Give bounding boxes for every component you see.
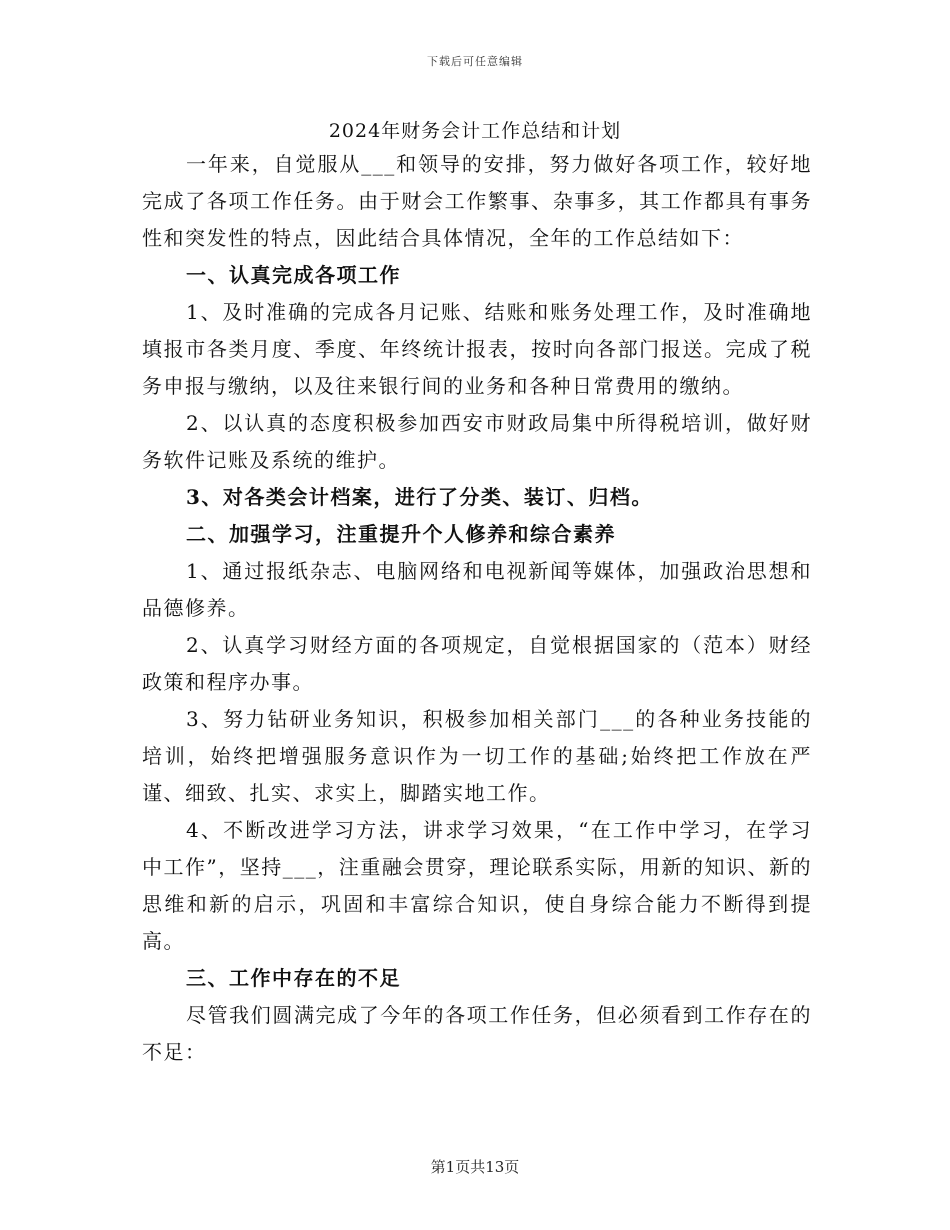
paragraph-item-bold: 3、对各类会计档案，进行了分类、装订、归档。 xyxy=(186,485,653,509)
section-heading-3: 三、工作中存在的不足 xyxy=(186,966,401,990)
page-footer: 第1页共13页 xyxy=(430,1158,520,1176)
paragraph-item: 2、认真学习财经方面的各项规定，自觉根据国家的（范本）财经政策和程序办事。 xyxy=(142,633,812,694)
paragraph-item: 尽管我们圆满完成了今年的各项工作任务，但必须看到工作存在的不足： xyxy=(142,1003,812,1064)
header-note: 下载后可任意编辑 xyxy=(427,55,523,68)
document-body xyxy=(142,146,812,1071)
paragraph-item: 1、及时准确的完成各月记账、结账和账务处理工作，及时准确地填报市各类月度、季度、年终统计报表，按时向各部门报送。完成了税务申报与缴纳，以及往来银行间的业务和各种日常费用的缴纳。 xyxy=(142,300,812,398)
paragraph-item: 1、通过报纸杂志、电脑网络和电视新闻等媒体，加强政治思想和品德修养。 xyxy=(142,559,812,620)
paragraph-item: 3、努力钻研业务知识，积极参加相关部门___的各种业务技能的培训，始终把增强服务意识作为一切工作的基础;始终把工作放在严谨、细致、扎实、求实上，脚踏实地工作。 xyxy=(142,707,812,805)
section-heading-1: 一、认真完成各项工作 xyxy=(186,263,401,287)
section-heading-2: 二、加强学习，注重提升个人修养和综合素养 xyxy=(186,522,616,546)
paragraph-item: 4、不断改进学习方法，讲求学习效果，“在工作中学习，在学习中工作”，坚持___，注重融会贯穿，理论联系实际，用新的知识、新的思维和新的启示，巩固和丰富综合知识，使自身综合能力不断得到提高。 xyxy=(142,818,812,953)
paragraph-item: 2、以认真的态度积极参加西安市财政局集中所得税培训，做好财务软件记账及系统的维护。 xyxy=(142,411,812,472)
document-title: 2024年财务会计工作总结和计划 xyxy=(328,120,622,142)
paragraph-intro: 一年来，自觉服从___和领导的安排，努力做好各项工作，较好地完成了各项工作任务。由于财会工作繁事、杂事多，其工作都具有事务性和突发性的特点，因此结合具体情况，全年的工作总结如下： xyxy=(142,152,812,250)
